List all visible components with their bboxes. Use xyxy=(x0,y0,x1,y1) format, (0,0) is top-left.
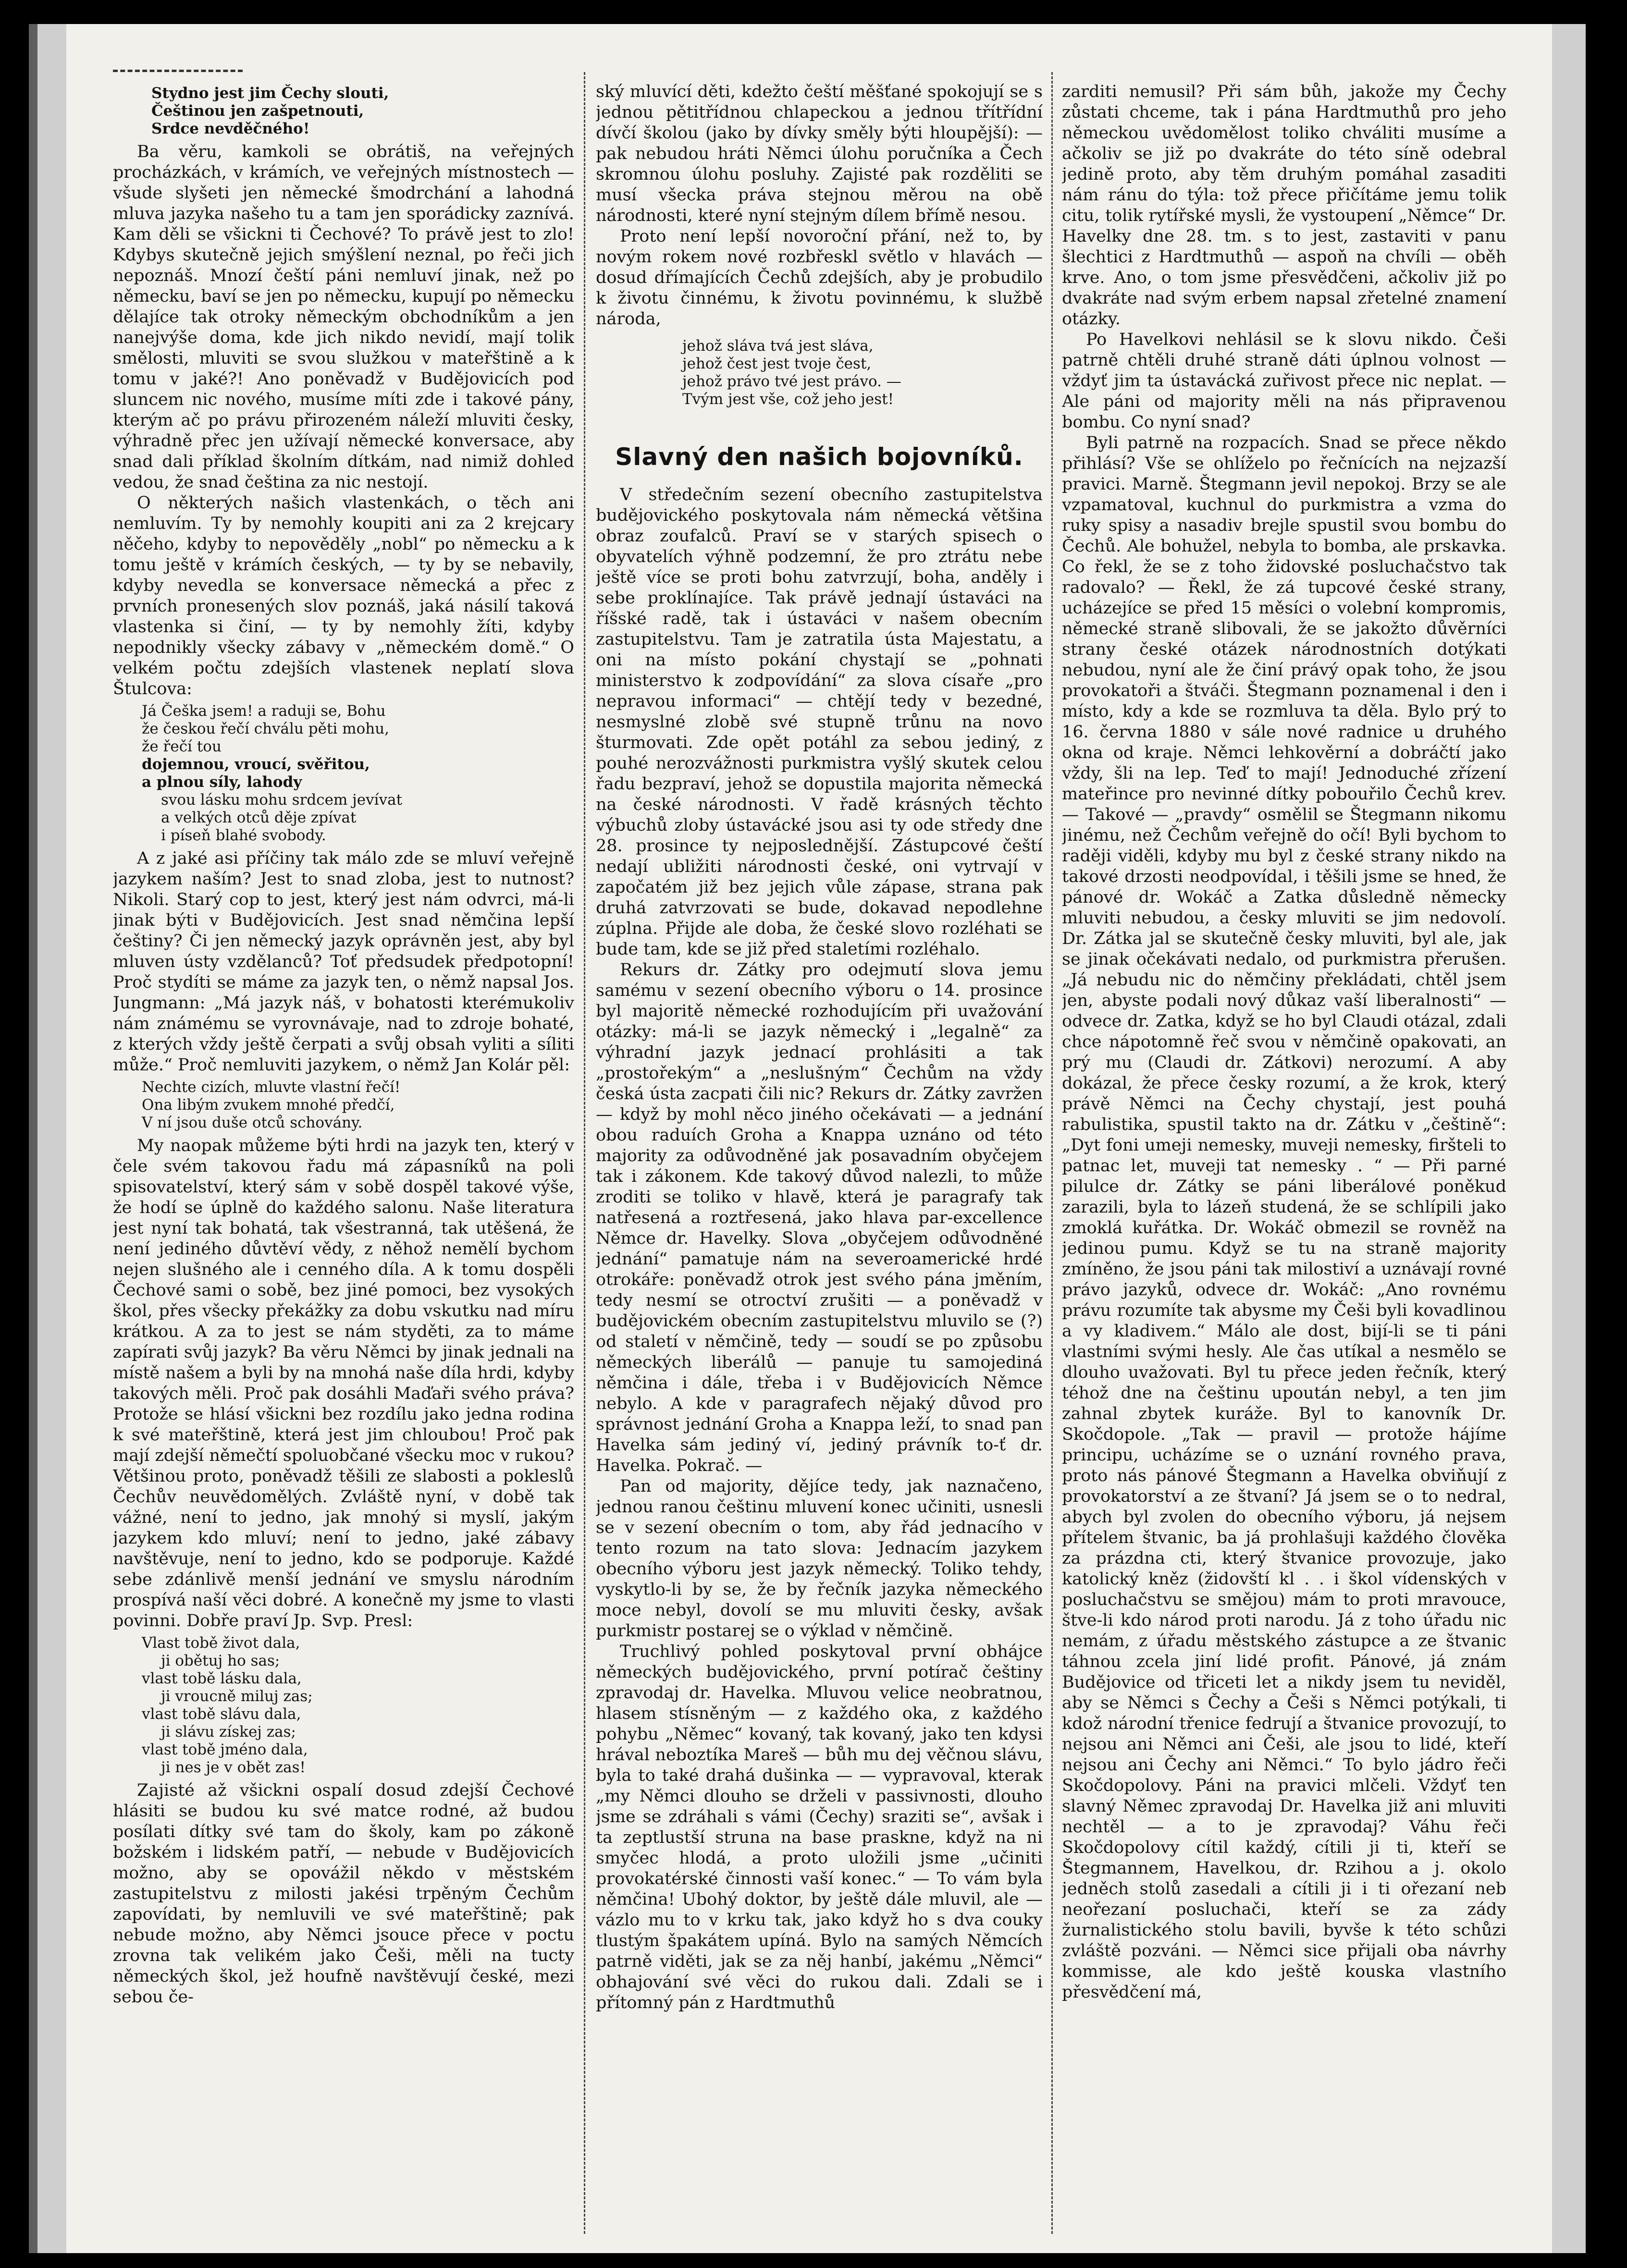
paragraph: Ba věru, kamkoli se obrátiš, na veřejných procházkách, v krámích, ve veřejných místnostech — všude slyšeti jen německé šmodrchání a lahodná mluva jazyka našeho tu a tam jen sporádicky zaznívá. Kam děli se všickni ti Čechové? To právě jest to zlo! Kdybys skutečně jejich smýšlení neznal, po řeči jich nepoznáš. Mnozí čeští páni nemluví jinak, než po německu, baví se jen po německu, kupují po německu dělajíce tak otroky německým obchodníkům a jen nanejvýše doma, kde jich nikdo nevidí, mají tolik smělosti, mluviti se svou služkou v mateřštině a k tomu v jaké?! Ano poněvadž v Budějovicích pod sluncem nic nového, musíme míti zde i takové pány, kterým ač po právu přirozeném náleží mluviti česky, výhradně přec jen užívají německé konversace, aby snad dali příklad školním dítkám, nad nimiž dohled vedou, že snad čeština za nic nestojí. xyxy=(113,142,574,492)
verse-line: Ona libým zvukem mnohé předčí, xyxy=(142,1096,395,1114)
paragraph: Zajisté až všickni ospalí dosud zdejší Čechové hlásiti se budou ku své matce rodné, až budou posílati dítky své tam do školy, kam po zákoně božském i lidském patří, — nebude v Budějovicích možno, aby se opovážil někdo v městském zastupitelstvu z milosti jakési trpěným Čechům zapovídati, by nemluvili ve své mateřštině; pak nebude možno, aby Němci jsouce přece v poctu zrovna tak velikém jako Češi, měli na tucty německých škol, jež houfně navštěvují české, mezi sebou če- xyxy=(113,1781,574,2007)
paragraph: Pan od majority, dějíce tedy, jak naznačeno, jednou ranou češtinu mluvení konec učiniti, usnesli se v sezení obecním o tom, aby řád jednacího v tento rozum na tato slova: Jednacím jazykem obecního výboru jest jazyk německý. Toliko tehdy, vyskytlo-li by se, že by řečník jazyka německého moce nebyl, dovolí se mu mluviti česky, avšak purkmistr postarej se o výklad v němčině. xyxy=(596,1477,1043,1641)
verse-kollar xyxy=(142,1079,574,1132)
paragraph: O některých našich vlastenkách, o těch ani nemluvím. Ty by nemohly koupiti ani za 2 krejcary něčeho, kdyby to nepověděly „nobl“ po německu a k tomu ještě v krámích českých, — ty by se nebavily, kdyby nevedla se konversace německá a přec z prvních pronesených slov poznáš, jaká násilí taková vlastenka si činí, — ty by nemohly žíti, kdyby nepodnikly všecky zábavy v „německém domě.“ O velkém počtu zdejších vlastenek neplatí slova Štulcova: xyxy=(113,493,574,699)
scan-margin-right xyxy=(1552,24,1586,2253)
verse-line: že řečí tou xyxy=(142,738,222,755)
column-rule-2 xyxy=(1051,72,1053,2234)
paragraph: zarditi nemusil? Při sám bůh, jakože my Čechy zůstati chceme, tak i pána Hardtmuthů pro jeho německou uvědomělost toliko chváliti musíme a ačkoliv se již po dvakráte do této síně odebral jedině proto, aby těm druhým pomáhal zasaditi nám ránu do týla: tož přece přičítáme jemu tolik citu, tolik rytířské mysli, že vystoupení „Němce“ Dr. Havelky dne 28. tm. s to jest, zastaviti v panu šlechtici z Hardtmuthů — aspoň na chvíli — oběh krve. Ano, o tom jsme přesvědčeni, ačkoliv již po dvakráte nad svým erbem napsal zřetelné znamení otázky. xyxy=(1062,82,1506,329)
paragraph: V středečním sezení obecního zastupitelstva budějovického poskytovala nám německá většina obraz zoufalců. Praví se v starých spisech o obyvatelích výhně podzemní, že pro ztrátu nebe ještě více se proti bohu zatvrzují, boha, anděly i sebe proklínajíce. Tak právě jednají ústaváci na říšské radě, tak i ústaváci v našem obecním zastupitelstvu. Tam je zatratila ústa Majestatu, a oni na místo pokání chystají se „pohnati ministerstvo k zodpovídání“ za slova císaře „pro nepravou informaci“ — chtějí tedy v bezedné, nesmyslné zlobě své stupně trůnu na novo šturmovati. Zde opět potáhl za sebou jediný, z pouhé nerozvážnosti purkmistra vyšlý skutek celou řadu bezpraví, jehož se dopustila majorita německá na české národnosti. V řadě krásných těchto výbuchů zloby ústavácké jsou asi ty ode středy dne 28. prosince ty nejposlednější. Zástupcové čeští nedají ubližiti národnosti české, oni vytrvají v započatém již bez jejich vůle zápase, strana pak druhá zatvrzovati se bude, dokavad nepodlehne zúplna. Přijde ale doba, že české slovo rozléhati se bude tam, kde se již před staletími rozléhalo. xyxy=(596,485,1043,959)
verse-stulc xyxy=(142,702,574,845)
paragraph: Truchlivý pohled poskytoval první obhájce německých budějovického, první potírač češtiny zpravodaj dr. Havelka. Mluvou velice neobratnou, hlasem stísněným — z každého oka, z každého pohybu „Němec“ kovaný, tak kovaný, jako ten kdysi hrával neboztíka Mareš — bůh mu dej věčnou slávu, byla to také drahá dušinka — — vypravoval, kterak „my Němci dlouho se drželi v passivnosti, dlouho jsme se zdráhali s vámi (Čechy) sraziti se“, avšak i ta zeptlustší struna na base praskne, když na ni smyčec hlodá, a proto uložili jsme „učiniti provokatérské činnosti vaší konec.“ — To vám byla němčina! Ubohý doktor, by ještě dále mluvil, ale — vázlo mu to v krku tak, jako když ho s dva couky tlustým špakátem upíná. Bylo na samých Němcích patrně viděti, jak se za něj hanbí, jakému „Němci“ obhajování své věci do rukou dali. Zdali se i přítomný pán z Hardtmuthů xyxy=(596,1642,1043,2012)
paragraph: Rekurs dr. Zátky pro odejmutí slova jemu samému v sezení obecního výboru o 14. prosince byl majoritě německé rozhodujícím při uvažování otázky: má-li se jazyk německý i „legalně“ za výhradní jazyk jednací prohlásiti a tak „prostořekým“ a „neslušným“ Čechům na vždy česká ústa zacpati čili nic? Rekurs dr. Zátky zavržen — když by mohl něco jiného očekávati — a jednání obou raduích Groha a Knappa uznáno od této majority za odůvodněné jak posavadním obyčejem tak i zákonem. Kde takový důvod nalezli, to může zroditi se toliko v hlavě, která je paragrafy tak natřesená a roztřesená, jako hlava par-excellence Němce dr. Havelky. Slova „obyčejem odůvodněné jednání“ pamatuje nám na severoamerické hrdé otrokáře: poněvadž otrok jest svého pána jměním, tedy nesmí se otroctví zrušiti — a poněvadž v budějovickém obecním zastupitelstvu mluvilo se (?) od staletí v němčině, tedy — soudí se po způsobu německých liberálů — panuje tu samojediná němčina i dále, třeba i v Budějovicích Němce nebylo. A kde v paragrafech nějaký důvod pro správnost jednání Groha a Knappa leží, to snad pan Havelka sám jediný ví, jediný právník to-ť dr. Havelka. Pokrač. — xyxy=(596,960,1043,1475)
verse-line: Češtinou jen zašpetnouti, xyxy=(151,102,364,120)
verse-line: dojemnou, vroucí, svěřitou, xyxy=(142,756,370,773)
verse-line: jehož právo tvé jest právo. — xyxy=(682,373,901,390)
paragraph: Po Havelkovi nehlásil se k slovu nikdo. Češi patrně chtěli druhé straně dáti úplnou volnost — vždyť jim ta ústavácká zuřivost přece nic neplat. — Ale páni od majority měli na nás připravenou bombu. Co nyní snad? xyxy=(1062,330,1506,432)
verse-line: svou lásku mohu srdcem jevívat xyxy=(161,791,403,809)
verse-line: V ní jsou duše otců schovány. xyxy=(142,1114,363,1131)
verse-line: jehož sláva tvá jest sláva, xyxy=(682,337,874,355)
verse-line: vlast tobě slávu dala, xyxy=(142,1705,301,1723)
verse-line: vlast tobě jméno dala, xyxy=(142,1741,308,1758)
paragraph: My naopak můžeme býti hrdi na jazyk ten, který v čele svém takovou řadu má zápasníků na poli spisovatelství, který sám v sobě dospěl takové výše, že hodí se úplně do každého salonu. Naše literatura jest nyní tak bohatá, tak všestranná, tak utěšená, že není jediného důvtěví vědy, z něhož nemělí bychom nejen slušného ale i cenného díla. A k tomu dospěli Čechové sami o sobě, bez jiné pomoci, bez vysokých škol, přes všecky překážky za dobu vskutku nad míru krátkou. A za to jest se nám styděti, za to máme zapírati svůj jazyk? Ba věru Němci by jinak jednali na místě našem a byli by na mnohá naše díla hrdi, kdyby takových měli. Proč pak dosáhli Maďaři svého práva? Protože se hlásí všickni bez rozdílu jako jedna rodina k své mateřštině, která jest jim chloubou! Proč pak mají zdejší němečtí spoluobčané všecku moc v rukou? Většinou proto, poněvadž těšili ze slabosti a pokleslů Čechův neuvědomělých. Zvláště nyní, v době tak vážné, není to jedno, jak mnohý si myslí, jakým jazykem kdo mluví; není to jedno, jaké zábavy navštěvuje, není to jedno, kdo se podporuje. Každé sebe zdánlivě menší jednání ve smyslu národním prospívá naší věci dobré. A konečně my jsme to vlasti povinni. Dobře praví Jp. Svp. Presl: xyxy=(113,1136,574,1631)
verse-line: že českou řečí chválu pěti mohu, xyxy=(142,720,390,737)
column-1 xyxy=(113,82,574,2234)
verse-line: Stydno jest jim Čechy slouti, xyxy=(151,85,389,102)
verse-line: a plnou síly, lahody xyxy=(142,773,302,791)
paragraph: Byli patrně na rozpacích. Snad se přece někdo přihlásí? Vše se ohlíželo po řečnících na nejzazší pravici. Marně. Štegmann jevil nepokoj. Brzy se ale vzpamatoval, kuchnul do purkmistra a vzma do ruky spisy a nasadiv brejle spustil svou bombu do Čechů. Ale bohužel, nebyla to bomba, ale prskavka. Co řekl, že se z toho židovské posluchačstvo tak radovalo? — Řekl, že zá tupcové české strany, ucházejíce se před 15 měsíci o volební kompromis, německé straně slibovali, že se jakožto důvěrníci strany české otázek národnostních dotýkati nebudou, nyní ale že činí právý opak toho, že jsou provokatoři a štváči. Štegmann poznamenal i den i místo, kdy a kde se rozmluva ta děla. Bylo prý to 16. června 1880 v sále nové radnice u druhého okna od kraje. Němci lehkověrní a dobráčtí jako vždy, šli na lep. Teď to mají! Jednoduché zřízení mateřince pro nevinné dítky pobouřilo Čechů krev. — Takové — „pravdy“ osmělil se Štegmann nikomu jinému, než Čechům veřejně do očí! Byli bychom to raději viděli, kdyby mu byl z české strany nikdo na takové drzosti neodpovídal, i těšili jsme se hned, že pánové dr. Wokáč a Zatka důsledně německy mluviti nebudou, a česky mluviti se jim nedovolí. Dr. Zátka jal se skutečně česky mluviti, byl ale, jak se jinak očekávati nedalo, od purkmistra přerušen. „Já nebudu nic do němčiny překládati, chtěl jsem jen, abyste podali nový důkaz vaší liberalnosti“ — odvece dr. Zatka, když se ho byl Claudi otázal, zdali chce nápotomně řeč svou v němčině opakovati, an prý mu (Claudi dr. Zátkovi) nerozumí. A aby dokázal, že přece česky rozumí, a že krok, který právě Němci na Čechy chystají, jest pouhá rabulistika, spustil takto na dr. Zátku v „češtině“: „Dyt foni umeji nemesky, muveji nemesky, firšteli to patnac let, muveji tat nemesky . “ — Při parné pilulce dr. Zátky se páni liberálové poněkud zarazili, byla to lázeň studená, že se schlípili jako zmoklá kuřátka. Dr. Wokáč obmezil se rovněž na jedinou pumu. Když se tu na straně majority zmíněno, že jsou páni tak milostiví a uznávají rovné právo jazyků, odvece dr. Wokáč: „Ano rovnému právu rozumíte tak abysme my Češi byli kovadlinou a vy kladivem.“ Málo ale dost, bijí-li se ti páni vlastními svými hesly. Ale čas utíkal a nesmělo se dlouho uvažovati. Byl tu přece jeden řečník, který téhož dne na češtinu upoután nebyl, a ten jim zahnal zbytek kuráže. Byl to kanovník Dr. Skočdopole. „Tak — pravil — protože hájíme principu, ucházíme se o uznání rovného prava, proto nás pánové Štegmann a Havelka obviňují z provokatorství a ze štvaní? Já jsem se o to nedral, abych byl zvolen do obecního výboru, já nejsem přítelem štvanic, ba já prohlašuji každého člověka za prázdna cti, který štvanice provozuje, jako katolický kněz (židovští kl . . i škol vídenských v posluchačstvu se smějou) mám to proti mravouce, štve-li kdo národ proti narodu. Já z toho úřadu nic nemám, z úřadu městského zástupce a ze štvanic táhnou zcela jiní lidé profit. Pánové, já znám Budějovice od třiceti let a nikdy jsem tu neviděl, aby se Němci s Čechy a Češi s Němci potýkali, ti kdož národní třenice fedrují a štvanice provozují, to nejsou ani Němci ani Češi, ale jsou to lidé, kteří nejsou ani Čechy ani Němci.“ To bylo jádro řeči Skočdopolovy. Páni na pravici mlčeli. Vždyť ten slavný Němec zpravodaj Dr. Havelka již ani mluviti nechtěl — a to je zpravodaj? Váhu řeči Skočdopolovy cítil každý, cítili ji ti, kteří se Štegmannem, Havelkou, dr. Rzihou a j. okolo jedněch stolů zasedali a cítili ji i ti ořezaní neb neořezaní posluchači, kteří se za zády žurnalistického stolu bavili, byvše k této schůzi zvláště pozváni. — Němci sice přijali oba návrhy kommisse, ale kdo ještě kouska vlastního přesvědčení má, xyxy=(1062,433,1506,2002)
verse-presl xyxy=(142,1634,574,1777)
verse-line: Nechte cizích, mluvte vlastní řečí! xyxy=(142,1079,401,1096)
verse-line: ji slávu získej zas; xyxy=(161,1723,296,1741)
article-headline: Slavný den našich bojovníků. xyxy=(615,443,1023,471)
column-2 xyxy=(596,82,1043,2234)
quote-verse xyxy=(682,337,1043,408)
verse-line: Tvým jest vše, což jeho jest! xyxy=(682,391,894,408)
verse-line: vlast tobě lásku dala, xyxy=(142,1670,302,1687)
paragraph: Proto není lepší novoroční přání, než to, by novým rokem nové rozbřeskl světlo v hlavách — dosud dřímajících Čechů zdejších, aby je probudilo k životu činnému, k životu povinnému, k službě národa, xyxy=(596,227,1043,329)
verse-line: ji nes je v obět zas! xyxy=(161,1759,306,1776)
top-dash-rule xyxy=(113,70,243,72)
column-rule-1 xyxy=(584,72,585,2234)
verse-line: i píseň blahé svobody. xyxy=(161,827,326,844)
verse-line: Srdce nevděčného! xyxy=(151,120,310,137)
scan-margin-left xyxy=(37,24,66,2253)
newspaper-page xyxy=(29,24,1586,2253)
verse-line: a velkých otců děje zpívat xyxy=(161,809,357,826)
column-3 xyxy=(1062,82,1506,2234)
verse-line: ji vroucně miluj zas; xyxy=(161,1688,313,1705)
verse-line: Vlast tobě život dala, xyxy=(142,1634,300,1652)
top-verse xyxy=(151,85,574,138)
verse-line: ji obětuj ho sas; xyxy=(161,1652,280,1669)
verse-line: jehož čest jest tvoje čest, xyxy=(682,355,872,372)
paragraph: ský mluvící děti, kdežto čeští měšťané spokojují se s jednou pětitřídnou chlapeckou a jednou třítřídní dívčí školou (jako by dívky směly býti hloupější): — pak nebudou hráti Němci úlohu poručníka a Čech skromnou úlohu posluhy. Zajisté pak rozděliti se musí všecka práva stejnou měrou na obě národnosti, které nyní stejným dílem břímě nesou. xyxy=(596,82,1043,225)
paragraph: A z jaké asi příčiny tak málo zde se mluví veřejně jazykem naším? Jest to snad zloba, jest to nutnost? Nikoli. Starý cop to jest, který jest nám odvrci, má-li jinak býti v Budějovicích. Jest snad němčina lepší češtiny? Či jen německý jazyk oprávněn jest, aby byl mluven ústy vzdělanců? Toť předsudek předpotopní! Proč stydíti se máme za jazyk ten, o němž napsal Jos. Jungmann: „Má jazyk náš, v bohatosti kterémukoliv nám známému se vyrovnávaje, nad to zdroje bohaté, z kterých vždy ještě čerpati a svůj obsah vyliti a síliti může.“ Proč nemluviti jazykem, o němž Jan Kolár pěl: xyxy=(113,849,574,1075)
verse-line: Já Češka jsem! a raduji se, Bohu xyxy=(142,702,386,720)
scan-edge-left xyxy=(29,24,37,2253)
